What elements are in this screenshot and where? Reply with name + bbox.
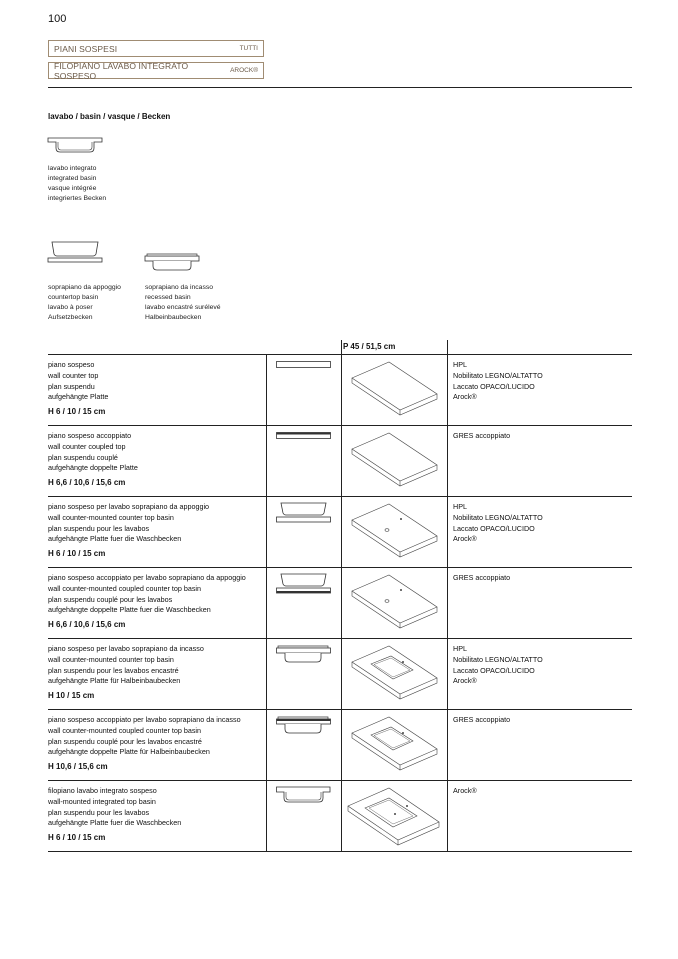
row-height: H 6 / 10 / 15 cm [48, 833, 106, 843]
table-rule [48, 638, 632, 639]
row-materials: HPL Nobilitato LEGNO/ALTATTO Laccato OPACO/LUCIDO Arock® [453, 502, 543, 544]
table-divider [447, 340, 448, 851]
row-height: H 6 / 10 / 15 cm [48, 549, 106, 559]
table-divider [266, 354, 267, 851]
integrated-basin-icon [48, 136, 104, 158]
row-materials: HPL Nobilitato LEGNO/ALTATTO Laccato OPACO/LUCIDO Arock® [453, 644, 543, 686]
nav-filopiano[interactable] [48, 62, 264, 79]
table-rule [48, 354, 632, 355]
recessed-basin-top-3d [351, 644, 441, 702]
row-description: filopiano lavabo integrato sospeso wall-mounted integrated top basin plan suspendu pour les lavabos aufgehängte Platte fuer die Waschbecken H 6 / 10 / 15 cm [48, 786, 182, 843]
table-rule [48, 780, 632, 781]
row-height: H 10,6 / 15,6 cm [48, 762, 108, 772]
integrated-top-basin-3d [347, 784, 443, 848]
nav-title: FILOPIANO LAVABO INTEGRATO SOSPESO [54, 60, 189, 81]
header-rule [48, 87, 632, 88]
row-description: piano sospeso per lavabo soprapiano da incasso wall counter-mounted counter top basin plan suspendu pour les lavabos encastré aufgehängte Platte für Halbeinbaubecken H 10 / 15 cm [48, 644, 204, 701]
row-materials: GRES accoppiato [453, 573, 511, 582]
table-rule [48, 496, 632, 497]
row-height: H 10 / 15 cm [48, 691, 95, 701]
row-description: piano sospeso accoppiato per lavabo soprapiano da incasso wall counter-mounted coupled counter top basin plan suspendu couplé pour les lavabos encastré aufgehängte doppelte Platte für Halbeinbaubecken H 10,6 / 15,6 cm [48, 715, 241, 772]
countertop-basin-top-icon [276, 502, 332, 524]
section-title: lavabo / basin / vasque / Becken [48, 112, 171, 121]
legend-recessed: soprapiano da incasso recessed basin lavabo encastré surélevé Halbeinbaubecken [145, 284, 221, 321]
recessed-basin-top-icon [276, 645, 332, 667]
recessed-basin-icon [145, 252, 201, 274]
legend-countertop: soprapiano da appoggio countertop basin lavabo à poser Aufsetzbecken [48, 284, 121, 321]
row-description: piano sospeso wall counter top plan suspendu aufgehängte Platte H 6 / 10 / 15 cm [48, 360, 109, 417]
integrated-top-basin-icon [276, 786, 332, 808]
countertop-basin-icon [48, 240, 104, 264]
wall-counter-top-3d [351, 360, 441, 418]
row-materials: HPL Nobilitato LEGNO/ALTATTO Laccato OPACO/LUCIDO Arock® [453, 360, 543, 402]
nav-title: PIANI SOSPESI [54, 43, 118, 54]
nav-right: TUTTI [239, 45, 258, 52]
countertop-basin-top-3d [351, 502, 441, 560]
row-height: H 6,6 / 10,6 / 15,6 cm [48, 478, 126, 488]
row-materials: Arock® [453, 786, 477, 795]
coupled-countertop-basin-icon [276, 573, 332, 595]
row-materials: GRES accoppiato [453, 715, 511, 724]
coupled-countertop-basin-3d [351, 573, 441, 631]
row-height: H 6,6 / 10,6 / 15,6 cm [48, 620, 126, 630]
nav-piani-sospesi[interactable] [48, 40, 264, 57]
row-materials: GRES accoppiato [453, 431, 511, 440]
table-rule [48, 425, 632, 426]
page-number: 100 [48, 13, 67, 25]
table-rule [48, 567, 632, 568]
wall-counter-top-icon [276, 361, 332, 371]
table-rule [48, 851, 632, 852]
coupled-top-3d [351, 431, 441, 489]
table-rule [48, 709, 632, 710]
coupled-recessed-basin-icon [276, 716, 332, 738]
table-divider [341, 340, 342, 851]
row-description: piano sospeso accoppiato per lavabo soprapiano da appoggio wall counter-mounted coupled counter top basin plan suspendu couplé pour les lavabos aufgehängte doppelte Platte fuer die Waschbecken H 6,6 / 10,6 / 15,6 cm [48, 573, 246, 630]
coupled-recessed-basin-3d [351, 715, 441, 773]
nav-right: AROCK® [230, 67, 258, 74]
row-height: H 6 / 10 / 15 cm [48, 407, 106, 417]
row-description: piano sospeso per lavabo soprapiano da appoggio wall counter-mounted counter top basin plan suspendu pour les lavabos aufgehängte Platte fuer die Waschbecken H 6 / 10 / 15 cm [48, 502, 210, 559]
coupled-top-icon [276, 432, 332, 442]
table-header-depth: P 45 / 51,5 cm [343, 342, 396, 351]
legend-integrated: lavabo integrato integrated basin vasque intégrée integriertes Becken [48, 165, 107, 202]
row-description: piano sospeso accoppiato wall counter coupled top plan suspendu couplé aufgehängte doppelte Platte H 6,6 / 10,6 / 15,6 cm [48, 431, 138, 488]
